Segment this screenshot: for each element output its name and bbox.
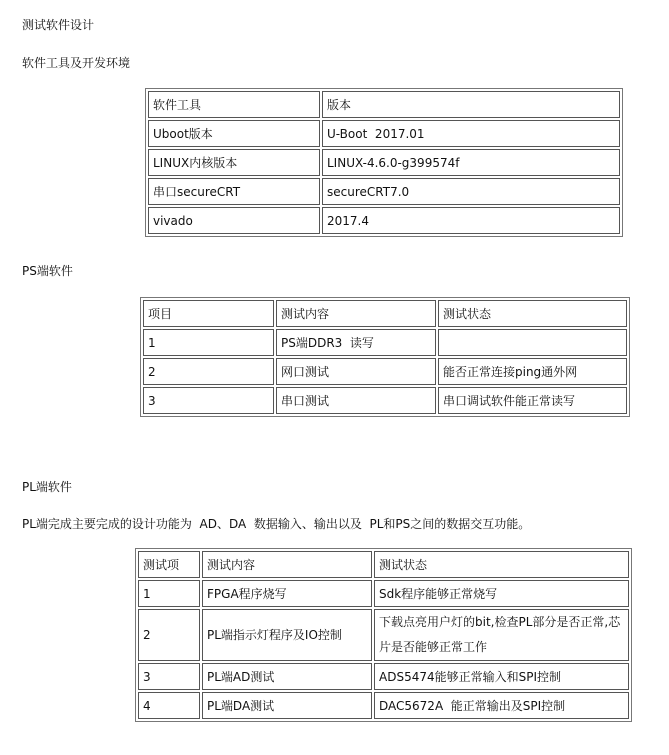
ps-table (140, 297, 630, 417)
table-row (148, 207, 620, 234)
table-header-row (148, 91, 620, 118)
table-cell: 1 (143, 329, 274, 356)
table-header-cell: 软件工具 (148, 91, 320, 118)
table-cell: U-Boot 2017.01 (322, 120, 620, 147)
table-cell: Uboot版本 (148, 120, 320, 147)
table-cell: 串口测试 (276, 387, 436, 414)
table-header-cell: 测试内容 (276, 300, 436, 327)
table-cell: 网口测试 (276, 358, 436, 385)
table-cell: FPGA程序烧写 (202, 580, 372, 607)
table-header-row (138, 551, 629, 578)
table-cell: LINUX-4.6.0-g399574f (322, 149, 620, 176)
table-cell: Sdk程序能够正常烧写 (374, 580, 629, 607)
table-cell: 下载点亮用户灯的bit,检查PL部分是否正常,芯片是否能够正常工作 (374, 609, 629, 661)
table-cell: 2 (143, 358, 274, 385)
table-row (148, 120, 620, 147)
table-cell: 串口secureCRT (148, 178, 320, 205)
table-header-cell: 测试项 (138, 551, 200, 578)
table-cell: PL端DA测试 (202, 692, 372, 719)
env-heading: 软件工具及开发环境 (22, 56, 131, 70)
table-cell: 串口调试软件能正常读写 (438, 387, 627, 414)
table-cell: PL端AD测试 (202, 663, 372, 690)
table-cell (438, 329, 627, 356)
table-row (138, 609, 629, 661)
ps-heading: PS端软件 (22, 264, 73, 278)
table-cell: 4 (138, 692, 200, 719)
table-cell: PL端指示灯程序及IO控制 (202, 609, 372, 661)
table-row (148, 149, 620, 176)
table-header-row (143, 300, 627, 327)
table-row (148, 178, 620, 205)
env-table (145, 88, 623, 237)
table-cell: 2017.4 (322, 207, 620, 234)
table-cell: 能否正常连接ping通外网 (438, 358, 627, 385)
table-cell: secureCRT7.0 (322, 178, 620, 205)
page-title: 测试软件设计 (22, 18, 95, 32)
table-cell: vivado (148, 207, 320, 234)
table-cell: DAC5672A 能正常输出及SPI控制 (374, 692, 629, 719)
table-cell: LINUX内核版本 (148, 149, 320, 176)
table-cell: PS端DDR3 读写 (276, 329, 436, 356)
table-cell: 3 (138, 663, 200, 690)
table-row (143, 387, 627, 414)
table-header-cell: 版本 (322, 91, 620, 118)
table-row (143, 329, 627, 356)
table-header-cell: 测试状态 (374, 551, 629, 578)
pl-table (135, 548, 632, 722)
pl-heading: PL端软件 (22, 480, 72, 494)
table-cell: 3 (143, 387, 274, 414)
table-row (138, 692, 629, 719)
pl-intro: PL端完成主要完成的设计功能为 AD、DA 数据输入、输出以及 PL和PS之间的数据交互功能。 (22, 517, 531, 531)
table-row (138, 663, 629, 690)
table-header-cell: 测试内容 (202, 551, 372, 578)
table-row (143, 358, 627, 385)
table-cell: 2 (138, 609, 200, 661)
table-header-cell: 项目 (143, 300, 274, 327)
table-header-cell: 测试状态 (438, 300, 627, 327)
table-row (138, 580, 629, 607)
table-cell: ADS5474能够正常输入和SPI控制 (374, 663, 629, 690)
table-cell: 1 (138, 580, 200, 607)
